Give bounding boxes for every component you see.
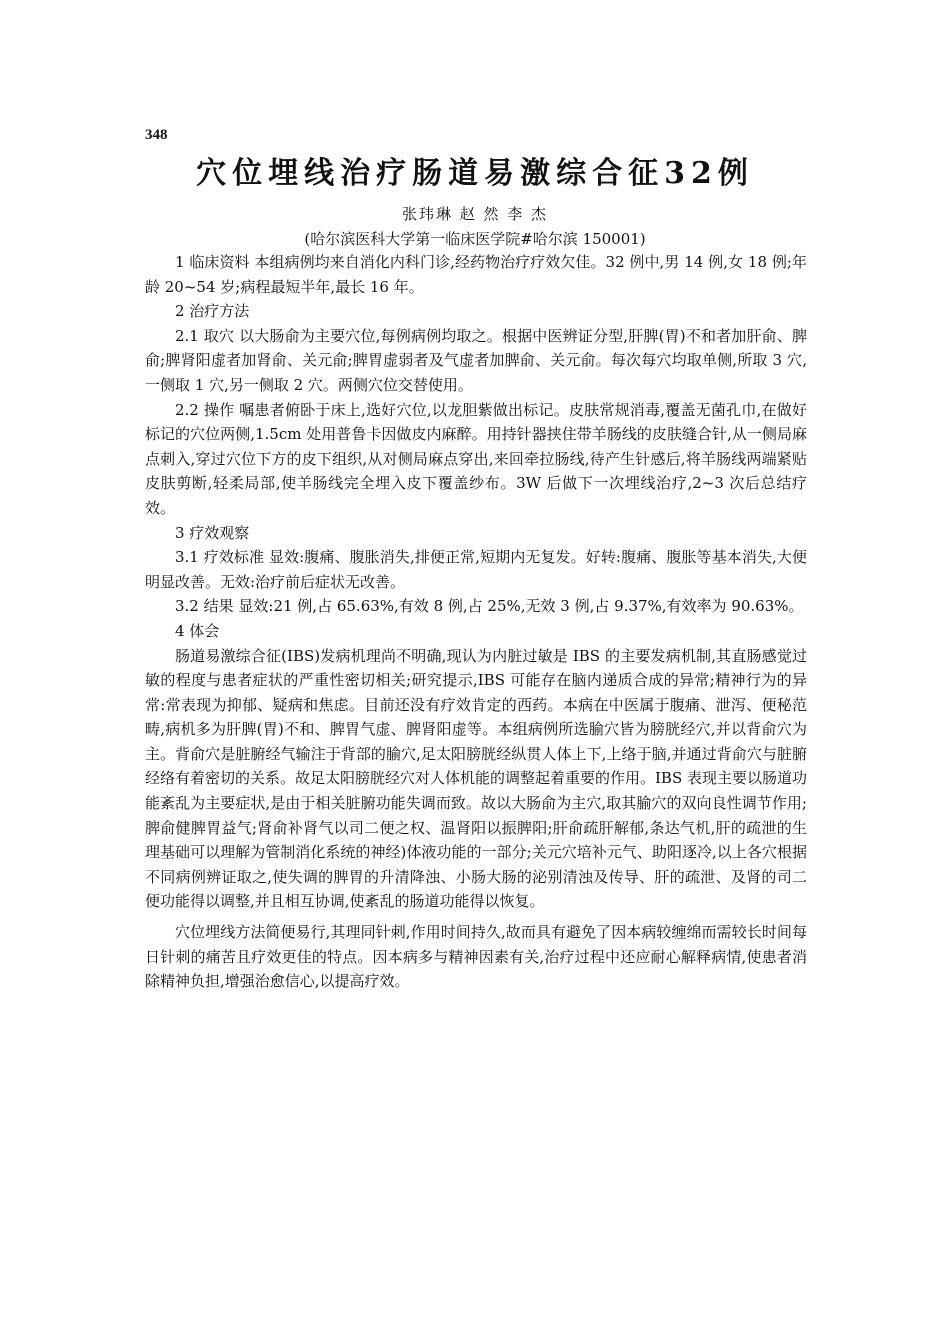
paragraph-operation: 2.2 操作 嘱患者俯卧于床上,选好穴位,以龙胆紫做出标记。皮肤常规消毒,覆盖无菌孔巾,在做好标记的穴位两侧,1.5cm 处用普鲁卡因做皮内麻醉。用持针器挟住带羊肠线的皮肤缝合针,从一侧局麻点刺入,穿过穴位下方的皮下组织,从对侧局麻点穿出,来回牵拉肠线,待产生针感后,将羊肠线两端紧贴皮肤剪断,轻柔局部,使羊肠线完全埋入皮下覆盖纱布。3W 后做下一次埋线治疗,2~3 次后总结疗效。 bbox=[145, 400, 807, 517]
article-body bbox=[145, 250, 807, 994]
section-heading-observation: 3 疗效观察 bbox=[175, 523, 250, 542]
paragraph-conclusion: 穴位埋线方法简便易行,其理同针刺,作用时间持久,故而具有避免了因本病较缠绵而需较长时间每日针刺的痛苦且疗效更佳的特点。因本病多与精神因素有关,治疗过程中还应耐心解释病情,使患者消除精神负担,增强治愈信心,以提高疗效。 bbox=[145, 923, 807, 991]
paragraph-acupoint-selection: 2.1 取穴 以大肠俞为主要穴位,每例病例均取之。根据中医辨证分型,肝脾(胃)不和者加肝俞、脾俞;脾肾阳虚者加肾俞、关元俞;脾胃虚弱者及气虚者加脾俞、关元俞。每次每穴均取单侧,所取 3 穴,一侧取 1 穴,另一侧取 2 穴。两侧穴位交替使用。 bbox=[145, 326, 807, 394]
section-heading-treatment: 2 治疗方法 bbox=[175, 302, 250, 321]
author-list: 张玮琳 赵 然 李 杰 bbox=[401, 205, 549, 223]
paragraph-criteria: 3.1 疗效标准 显效:腹痛、腹胀消失,排便正常,短期内无复发。好转:腹痛、腹胀等基本消失,大便明显改善。无效:治疗前后症状无改善。 bbox=[145, 548, 807, 591]
paragraph-results: 3.2 结果 显效:21 例,占 65.63%,有效 8 例,占 25%,无效 3 例,占 9.37%,有效率为 90.63%。 bbox=[175, 597, 804, 616]
paragraph-clinical-data: 1 临床资料 本组病例均来自消化内科门诊,经药物治疗疗效欠佳。32 例中,男 14 例,女 18 例;年龄 20~54 岁;病程最短半年,最长 16 年。 bbox=[145, 253, 807, 296]
page-number: 348 bbox=[145, 127, 168, 143]
paragraph-discussion: 肠道易激综合征(IBS)发病机理尚不明确,现认为内脏过敏是 IBS 的主要发病机制,其直肠感觉过敏的程度与患者症状的严重性密切相关;研究提示,IBS 可能存在脑内递质合成的异常;精神行为的异常:常表现为抑郁、疑病和焦虑。目前还没有疗效肯定的西药。本病在中医属于腹痛、泄泻、便秘范畴,病机多为肝脾(胃)不和、脾胃气虚、脾肾阳虚等。本组病例所选腧穴皆为膀胱经穴,并以背俞穴为主。背俞穴是脏腑经气输注于背部的腧穴,足太阳膀胱经纵贯人体上下,上络于脑,并通过背俞穴与脏腑经络有着密切的关系。故足太阳膀胱经穴对人体机能的调整起着重要的作用。IBS 表现主要以肠道功能紊乱为主要症状,是由于相关脏腑功能失调而致。故以大肠俞为主穴,取其腧穴的双向良性调节作用;脾俞健脾胃益气;肾俞补肾气以司二便之权、温肾阳以振脾阳;肝俞疏肝解郁,条达气机,肝的疏泄的生理基础可以理解为管制消化系统的神经)体液功能的一部分;关元穴培补元气、助阳逐冷,以上各穴根据不同病例辨证取之,使失调的脾胃的升清降浊、小肠大肠的泌别清浊及传导、肝的疏泄、及肾的司二便功能得以调整,并且相互协调,使紊乱的肠道功能得以恢复。 bbox=[145, 646, 807, 911]
affiliation: (哈尔滨医科大学第一临床医学院#哈尔滨 150001) bbox=[304, 230, 646, 248]
article-title: 穴位埋线治疗肠道易激综合征32例 bbox=[196, 156, 754, 191]
section-heading-discussion: 4 体会 bbox=[175, 621, 220, 640]
